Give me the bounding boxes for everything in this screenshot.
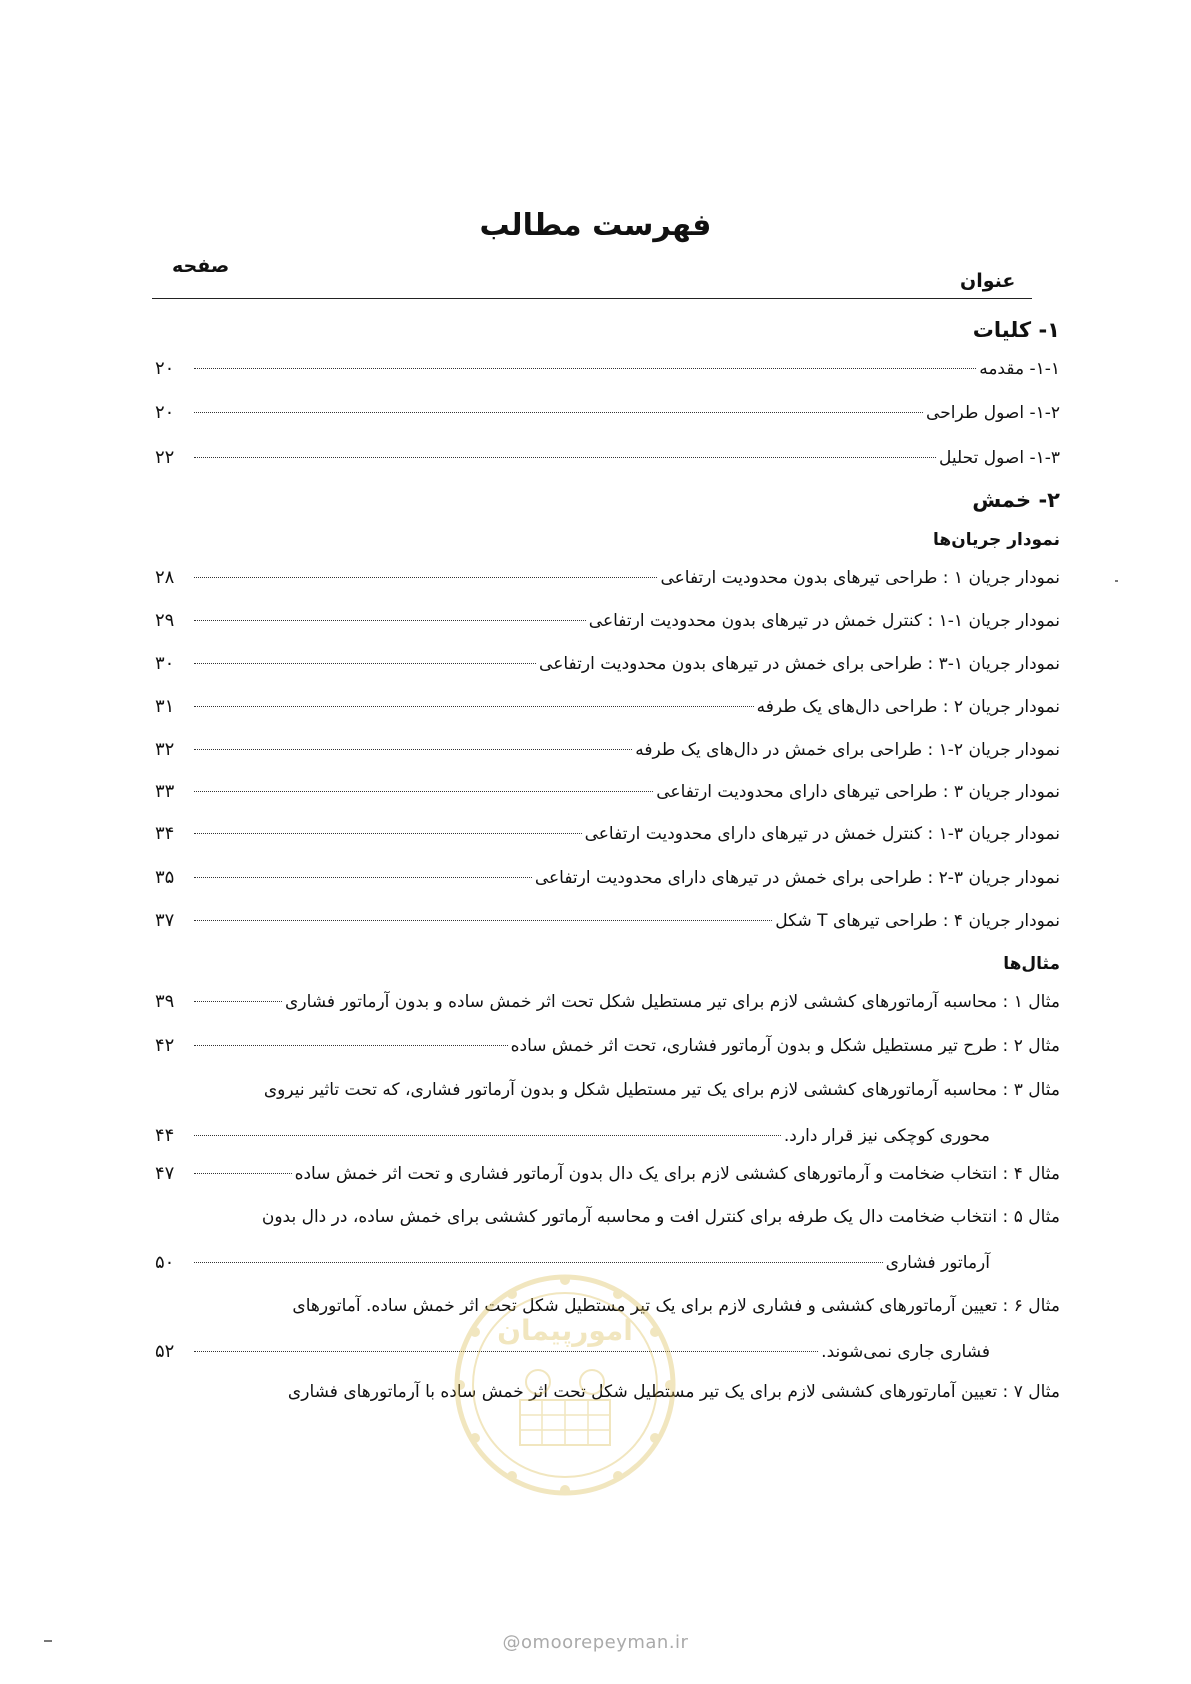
toc-entry-page: ۳۱ <box>155 696 175 717</box>
toc-entry[interactable] <box>155 1162 1060 1186</box>
toc-entry[interactable] <box>155 695 1060 719</box>
leader-dots <box>194 1045 508 1046</box>
toc-entry-page: ۳۵ <box>155 867 175 888</box>
toc-entry-label: نمودار جریان ۲ : طراحی دال‌های یک طرفه <box>756 697 1060 717</box>
leader-dots <box>194 1135 781 1136</box>
toc-entry-label: نمودار جریان ۲-۱ : طراحی برای خمش در دال‌های یک طرفه <box>635 740 1060 760</box>
toc-entry[interactable] <box>155 866 1060 890</box>
toc-entry-label: مثال ۶ : تعیین آرماتورهای کششی و فشاری لازم برای یک تیر مستطیل شکل تحت اثر خمش ساده. آماتورهای <box>292 1296 1060 1316</box>
toc-entry-page: ۳۴ <box>155 823 175 844</box>
toc-entry[interactable] <box>155 1205 1060 1275</box>
toc-entry-page: ۴۲ <box>155 1035 175 1056</box>
toc-entry-label: مثال ۳ : محاسبه آرماتورهای کششی لازم برای یک تیر مستطیل شکل و بدون آرماتور فشاری، که تحت تاثیر نیروی <box>263 1080 1060 1100</box>
toc-entry[interactable] <box>155 446 1060 470</box>
leader-dots <box>194 577 657 578</box>
toc-entry-page: ۲۰ <box>155 358 175 379</box>
toc-entry[interactable] <box>155 357 1060 381</box>
leader-dots <box>194 412 923 413</box>
toc-entry-page: ۲۸ <box>155 567 175 588</box>
watermark-url: @omoorepeyman.ir <box>502 1632 689 1653</box>
toc-entry-page: ۲۹ <box>155 610 175 631</box>
toc-entry[interactable] <box>155 652 1060 676</box>
header-rule <box>152 298 1032 299</box>
toc-entry-page: ۵۲ <box>155 1341 175 1362</box>
column-page-label: صفحه <box>172 255 230 277</box>
leader-dots <box>194 620 586 621</box>
toc-entry-label-continued: فشاری جاری نمی‌شوند. <box>821 1342 990 1362</box>
toc-entry-label: مثال ۵ : انتخاب ضخامت دال یک طرفه برای کنترل افت و محاسبه آرماتور کششی برای خمش ساده، در دال بدون <box>261 1207 1060 1227</box>
leader-dots <box>194 457 936 458</box>
scan-speck <box>1115 580 1118 582</box>
section-heading-2: ۲- خمش <box>972 488 1060 512</box>
toc-entry-page: ۲۲ <box>155 447 175 468</box>
toc-entry-label: ۱-۲- اصول طراحی <box>926 403 1060 423</box>
toc-entry-label: نمودار جریان ۱-۳ : طراحی برای خمش در تیرهای بدون محدودیت ارتفاعی <box>539 654 1060 674</box>
toc-entry-label: مثال ۷ : تعیین آمارتورهای کششی لازم برای یک تیر مستطیل شکل تحت اثر خمش ساده با آرماتورهای فشاری <box>287 1382 1060 1402</box>
toc-entry-label: نمودار جریان ۳ : طراحی تیرهای دارای محدودیت ارتفاعی <box>656 782 1060 802</box>
subheading-examples: مثال‌ها <box>1003 954 1060 974</box>
toc-entry-label: مثال ۲ : طرح تیر مستطیل شکل و بدون آرماتور فشاری، تحت اثر خمش ساده <box>510 1036 1060 1056</box>
toc-entry[interactable] <box>155 990 1060 1014</box>
toc-entry[interactable] <box>155 1078 1060 1148</box>
leader-dots <box>194 1173 292 1174</box>
leader-dots <box>194 706 754 707</box>
toc-entry-label-continued: آرماتور فشاری <box>885 1253 990 1273</box>
seal-text: امورپیمان <box>497 1314 633 1347</box>
toc-entry-label: نمودار جریان ۳-۱ : کنترل خمش در تیرهای دارای محدودیت ارتفاعی <box>584 824 1060 844</box>
toc-entry[interactable] <box>155 822 1060 846</box>
toc-entry-page: ۴۷ <box>155 1163 175 1184</box>
toc-entry[interactable] <box>155 780 1060 804</box>
toc-entry-label: مثال ۱ : محاسبه آرماتورهای کششی لازم برای تیر مستطیل شکل تحت اثر خمش ساده و بدون آرماتور فشاری <box>285 992 1060 1012</box>
toc-entry-page: ۲۰ <box>155 402 175 423</box>
subheading-flowcharts: نمودار جریان‌ها <box>933 530 1060 550</box>
leader-dots <box>194 663 536 664</box>
leader-dots <box>194 1262 883 1263</box>
toc-entry[interactable] <box>155 566 1060 590</box>
toc-entry-label: نمودار جریان ۱-۱ : کنترل خمش در تیرهای بدون محدودیت ارتفاعی <box>588 611 1060 631</box>
toc-title: فهرست مطالب <box>479 208 712 243</box>
leader-dots <box>194 749 632 750</box>
toc-entry-label: نمودار جریان ۳-۲ : طراحی برای خمش در تیرهای دارای محدودیت ارتفاعی <box>534 868 1060 888</box>
leader-dots <box>194 920 772 921</box>
seal-watermark <box>450 1270 680 1500</box>
toc-entry[interactable] <box>155 738 1060 762</box>
leader-dots <box>194 791 653 792</box>
toc-entry-label-continued: محوری کوچکی نیز قرار دارد. <box>783 1126 990 1146</box>
toc-entry[interactable] <box>155 609 1060 633</box>
toc-entry-page: ۵۰ <box>155 1252 175 1273</box>
leader-dots <box>194 877 532 878</box>
toc-entry-label: ۱-۱- مقدمه <box>979 359 1060 379</box>
toc-entry-label: نمودار جریان ۱ : طراحی تیرهای بدون محدودیت ارتفاعی <box>660 568 1060 588</box>
toc-entry[interactable] <box>155 401 1060 425</box>
toc-entry-page: ۳۰ <box>155 653 175 674</box>
toc-entry-page: ۳۲ <box>155 739 175 760</box>
leader-dots <box>194 833 582 834</box>
leader-dots <box>194 368 976 369</box>
scan-mark <box>44 1640 52 1642</box>
toc-entry-label: ۱-۳- اصول تحلیل <box>939 448 1060 468</box>
toc-entry[interactable] <box>155 1034 1060 1058</box>
toc-entry-label: مثال ۴ : انتخاب ضخامت و آرماتورهای کششی لازم برای یک دال بدون آرماتور فشاری و تحت اثر خمش ساده <box>294 1164 1060 1184</box>
toc-entry-page: ۳۳ <box>155 781 175 802</box>
toc-entry-page: ۳۹ <box>155 991 175 1012</box>
leader-dots <box>194 1001 282 1002</box>
toc-entry[interactable] <box>155 909 1060 933</box>
toc-entry-page: ۴۴ <box>155 1125 175 1146</box>
column-title-label: عنوان <box>960 270 1016 292</box>
section-heading-1: ۱- کلیات <box>972 318 1060 342</box>
toc-entry-page: ۳۷ <box>155 910 175 931</box>
toc-entry-label: نمودار جریان ۴ : طراحی تیرهای T شکل <box>775 911 1060 931</box>
